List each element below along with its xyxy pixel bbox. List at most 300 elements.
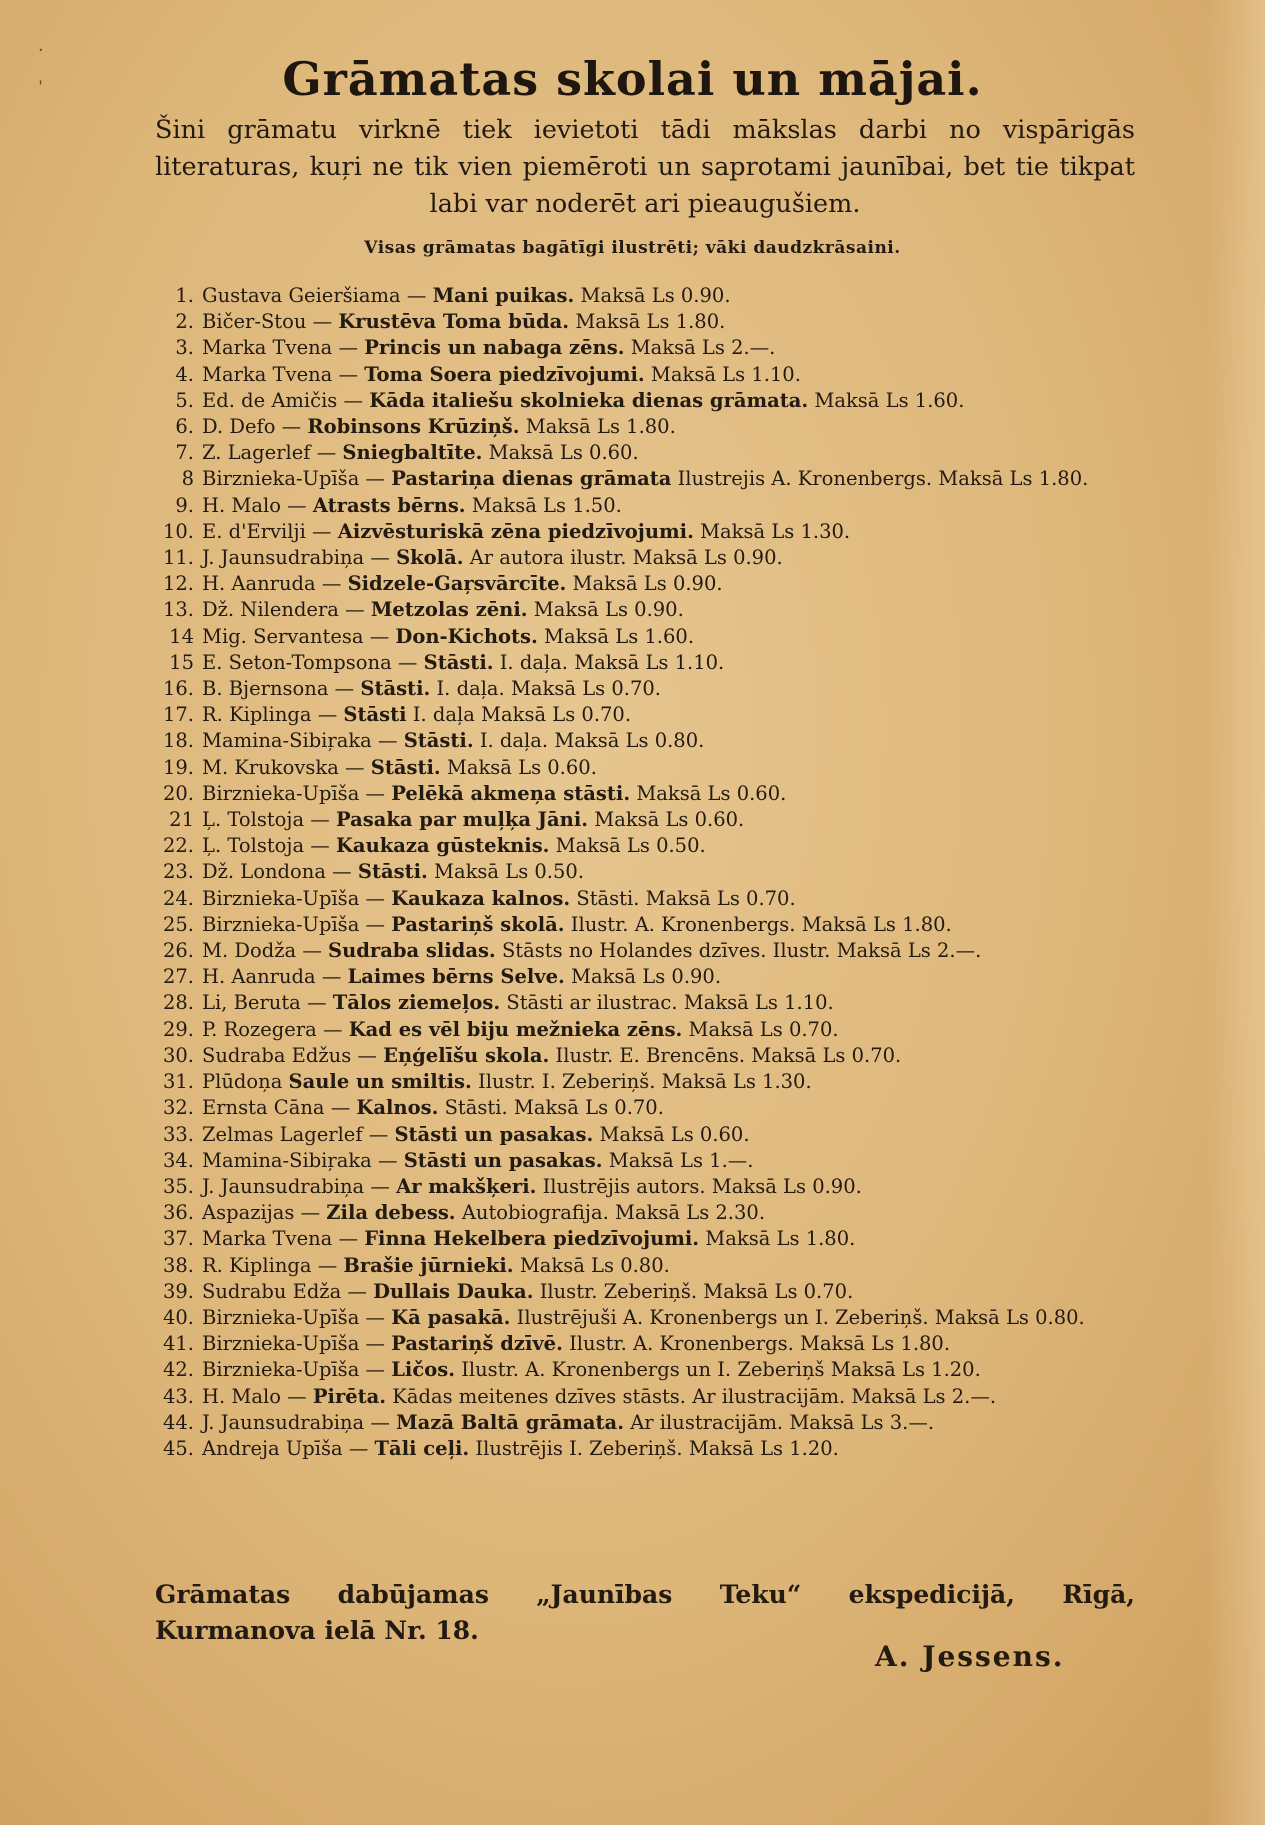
book-number: 29. (162, 1017, 194, 1041)
book-price: Maksā Ls 1.50. (471, 493, 622, 517)
book-number: 17. (162, 703, 194, 727)
book-author: Mamina-Sibiŗaka — (202, 729, 398, 753)
book-text (202, 938, 1150, 964)
book-title: Kad es vēl biju mežnieka zēns. (348, 1017, 683, 1041)
footer (155, 1577, 1135, 1649)
book-number: 22. (162, 834, 194, 858)
book-price: Maksā Ls 0.90. (711, 1174, 862, 1198)
book-number: 10. (162, 519, 194, 543)
book-author: Birznieka-Upīša — (202, 1332, 386, 1356)
book-extra: I. daļa. (499, 650, 569, 674)
book-number: 27. (162, 965, 194, 989)
book-text (202, 335, 1150, 361)
book-price: Maksā Ls 0.90. (572, 572, 723, 596)
footer-address-line1: Grāmatas dabūjamas „Jaunības Teku“ ekspedicijā, Rīgā, (155, 1580, 1135, 1609)
book-author: Birznieka-Upīša — (202, 886, 386, 910)
book-title: Don-Kichots. (395, 624, 538, 648)
book-entry (150, 755, 1150, 781)
book-author: H. Aanruda — (202, 572, 342, 596)
book-number: 37. (162, 1227, 194, 1251)
book-price: Maksā Ls 1.80. (800, 1332, 951, 1356)
book-text (202, 1122, 1150, 1148)
book-number: 42. (162, 1358, 194, 1382)
book-entry (150, 388, 1150, 414)
book-number: 41. (162, 1332, 194, 1356)
book-title: Aizvēsturiskā zēna piedzīvojumi. (337, 519, 694, 543)
book-author: Birznieka-Upīša — (202, 912, 386, 936)
book-entry (150, 440, 1150, 466)
book-price: Maksā Ls 0.60. (594, 808, 745, 832)
book-entry (150, 912, 1150, 938)
book-number: 25. (162, 912, 194, 936)
book-text (202, 466, 1150, 492)
book-title: Sudraba slidas. (328, 939, 496, 963)
book-extra: Ilustr. A. Kronenbergs. (570, 912, 796, 936)
illustrated-note: Visas grāmatas bagātīgi ilustrēti; vāki daudzkrāsaini. (364, 238, 901, 258)
book-price: Maksā Ls 1.80. (801, 912, 952, 936)
book-entry (150, 728, 1150, 754)
book-price: Maksā Ls 0.90. (571, 965, 722, 989)
book-number: 40. (162, 1305, 194, 1329)
book-price: Maksā Ls 0.80. (519, 1253, 670, 1277)
book-price: Maksā Ls 2.—. (836, 939, 982, 963)
book-price: Maksā Ls 0.60. (599, 1122, 750, 1146)
book-author: Ernsta Cāna — (202, 1096, 351, 1120)
book-entry (150, 466, 1150, 492)
book-text (202, 781, 1150, 807)
book-title: Stāsti. (357, 860, 428, 884)
book-extra: Stāsti. (576, 886, 640, 910)
book-number: 20. (162, 781, 194, 805)
book-extra: Ilustr. Zeberiņš. (539, 1279, 698, 1303)
book-text (202, 493, 1150, 519)
book-number: 15 (169, 650, 194, 674)
book-number: 11. (162, 546, 194, 570)
book-author: B. Bjernsona — (202, 677, 355, 701)
book-author: Birznieka-Upīša — (202, 1358, 386, 1382)
book-text (202, 1174, 1150, 1200)
book-text (202, 807, 1150, 833)
book-number: 33. (162, 1122, 194, 1146)
book-number: 36. (162, 1201, 194, 1225)
book-number: 1. (175, 284, 194, 307)
book-number: 24. (162, 886, 194, 910)
book-title: Kalnos. (356, 1096, 439, 1120)
book-extra: Stāsts no Holandes dzīves. Ilustr. (501, 939, 831, 963)
book-text (202, 1357, 1150, 1383)
book-author: Birznieka-Upīša — (202, 1305, 386, 1329)
book-author: Birznieka-Upīša — (202, 781, 386, 805)
book-entry (150, 650, 1150, 676)
book-title: Ar makšķeri. (396, 1174, 537, 1198)
book-text (202, 1436, 1150, 1462)
book-number: 14 (169, 624, 194, 648)
book-author: R. Kiplinga — (202, 703, 338, 727)
book-entry (150, 1331, 1150, 1357)
book-title: Princis un nabaga zēns. (364, 336, 625, 360)
book-number: 31. (162, 1070, 194, 1094)
book-price: Maksā Ls 1.60. (814, 388, 965, 412)
book-extra: Ilustrejis A. Kronenbergs. (677, 467, 933, 491)
book-title: Tāli ceļi. (374, 1436, 470, 1460)
book-author: Sudrabu Edža — (202, 1279, 367, 1303)
book-author: Ļ. Tolstoja — (202, 808, 330, 832)
book-author: Mamina-Sibiŗaka — (202, 1148, 398, 1172)
book-author: J. Jaunsudrabiņa — (202, 1410, 390, 1434)
book-title: Pasaka par muļķa Jāni. (335, 808, 589, 832)
book-text (202, 728, 1150, 754)
book-price: Maksā Ls 1.80. (525, 415, 676, 439)
book-title: Pelēkā akmeņa stāsti. (391, 781, 631, 805)
book-text (202, 1226, 1150, 1252)
book-price: Maksā Ls 2.30. (615, 1201, 766, 1225)
book-entry (150, 1148, 1150, 1174)
book-title: Skolā. (396, 546, 464, 570)
book-extra: Ilustrējis I. Zeberiņš. (475, 1436, 683, 1460)
book-entry (150, 1226, 1150, 1252)
book-text (202, 886, 1150, 912)
book-number: 7. (175, 441, 194, 465)
book-number: 35. (162, 1174, 194, 1198)
book-number: 34. (162, 1148, 194, 1172)
book-entry (150, 833, 1150, 859)
book-extra: Ilustrējuši A. Kronenbergs un I. Zeberiņš. (516, 1305, 929, 1329)
book-number: 38. (162, 1253, 194, 1277)
book-entry (150, 1095, 1150, 1121)
book-entry (150, 990, 1150, 1016)
book-price: Maksā Ls 0.60. (488, 441, 639, 465)
book-text (202, 545, 1150, 571)
book-author: Ed. de Amičis — (202, 388, 364, 412)
book-extra: Autobiografija. (461, 1201, 609, 1225)
book-text (202, 388, 1150, 414)
book-entry (150, 493, 1150, 519)
page-edge (1205, 0, 1265, 1825)
book-price: Maksā Ls 1.20. (688, 1436, 839, 1460)
book-title: Dullais Dauka. (373, 1279, 534, 1303)
book-title: Pastariņš dzīvē. (391, 1332, 563, 1356)
book-price: Maksā Ls 1.10. (683, 991, 834, 1015)
book-number: 13. (162, 598, 194, 622)
book-entry (150, 1069, 1150, 1095)
book-price: Maksā Ls 0.80. (934, 1305, 1085, 1329)
book-price: Maksā Ls 0.70. (688, 1017, 839, 1041)
book-entry (150, 545, 1150, 571)
book-author: H. Malo — (202, 1384, 307, 1408)
book-entry (150, 1410, 1150, 1436)
book-entry (150, 1017, 1150, 1043)
book-text (202, 1200, 1150, 1226)
book-title: Mani puikas. (432, 284, 575, 307)
book-text (202, 362, 1150, 388)
book-text (202, 702, 1150, 728)
book-text (202, 859, 1150, 885)
book-author: H. Malo — (202, 493, 307, 517)
book-text (202, 414, 1150, 440)
book-text (202, 1279, 1150, 1305)
book-author: R. Kiplinga — (202, 1253, 338, 1277)
book-title: Toma Soera piedzīvojumi. (364, 362, 645, 386)
book-title: Atrasts bērns. (312, 493, 466, 517)
book-title: Kaukaza kalnos. (391, 886, 571, 910)
book-title: Zila debess. (326, 1201, 456, 1225)
book-title: Metzolas zēni. (370, 598, 528, 622)
book-author: Aspazijas — (202, 1201, 321, 1225)
book-entry (150, 414, 1150, 440)
book-price: Maksā Ls 0.70. (510, 677, 661, 701)
book-entry (150, 597, 1150, 623)
book-title: Stāsti un pasakas. (403, 1148, 603, 1172)
book-title: Stāsti. (423, 650, 494, 674)
margin-mark: · (38, 40, 44, 61)
book-text (202, 597, 1150, 623)
book-number: 2. (175, 310, 194, 334)
book-entry (150, 1279, 1150, 1305)
book-entry (150, 1357, 1150, 1383)
book-author: Marka Tvena — (202, 362, 358, 386)
book-number: 19. (162, 755, 194, 779)
book-author: Bičer-Stou — (202, 310, 333, 334)
book-extra: Ilustr. I. Zeberiņš. (478, 1070, 656, 1094)
book-text (202, 624, 1150, 650)
book-number: 9. (175, 493, 194, 517)
book-author: E. Seton-Tompsona — (202, 650, 418, 674)
book-entry (150, 702, 1150, 728)
book-entry (150, 938, 1150, 964)
book-number: 16. (162, 677, 194, 701)
book-number: 44. (162, 1410, 194, 1434)
book-title: Stāsti un pasakas. (394, 1122, 594, 1146)
book-number: 4. (175, 362, 194, 386)
book-price: Maksā Ls 1.10. (574, 650, 725, 674)
publisher-signature: A. Jessens. (875, 1640, 1065, 1673)
book-author: D. Defo — (202, 415, 302, 439)
book-author: Gustava Geieršiama — (202, 284, 427, 307)
book-title: Laimes bērns Selve. (347, 965, 565, 989)
intro-paragraph: Šini grāmatu virknē tiek ievietoti tādi mākslas darbi no vispārigās literaturas, kuŗi ne tik vien piemēroti un saprotami jaunībai, bet tie tikpat labi var noderēt ari pieaugušiem. (155, 115, 1135, 219)
book-author: Marka Tvena — (202, 336, 358, 360)
book-entry (150, 964, 1150, 990)
book-entry (150, 571, 1150, 597)
book-entry (150, 519, 1150, 545)
book-author: P. Rozegera — (202, 1017, 343, 1041)
book-entry (150, 624, 1150, 650)
book-text (202, 440, 1150, 466)
book-author: M. Dodža — (202, 939, 322, 963)
book-extra: Ar autora ilustr. (469, 546, 627, 570)
book-author: Zelmas Lagerlef — (202, 1122, 389, 1146)
book-price: Maksā Ls 1.30. (661, 1070, 812, 1094)
book-text (202, 676, 1150, 702)
book-title: Krustēva Toma būda. (338, 310, 570, 334)
book-title: Ličos. (391, 1358, 455, 1382)
page-title: Grāmatas skolai un mājai. (282, 52, 983, 106)
book-price: Maksā Ls 1.—. (608, 1148, 754, 1172)
book-number: 12. (162, 572, 194, 596)
book-price: Maksā Ls 0.70. (481, 703, 632, 727)
book-text (202, 650, 1150, 676)
book-entry (150, 859, 1150, 885)
book-number: 39. (162, 1279, 194, 1303)
book-price: Maksā Ls 0.50. (434, 860, 585, 884)
book-entry (150, 309, 1150, 335)
book-number: 8 (181, 467, 194, 491)
book-text (202, 1017, 1150, 1043)
book-entry (150, 886, 1150, 912)
book-number: 32. (162, 1096, 194, 1120)
book-extra: Stāsti ar ilustrac. (506, 991, 678, 1015)
book-title: Stāsti. (403, 729, 474, 753)
book-entry (150, 1384, 1150, 1410)
book-title: Sidzele-Gaŗsvārcīte. (347, 572, 567, 596)
book-author: Z. Lagerlef — (202, 441, 337, 465)
book-extra: Ilustr. A. Kronenbergs. (569, 1332, 794, 1356)
book-number: 23. (162, 860, 194, 884)
book-price: Maksā Ls 0.60. (446, 755, 597, 779)
book-title: Kāda italiešu skolnieka dienas grāmata. (369, 388, 809, 412)
book-price: Maksā Ls 1.80. (575, 310, 726, 334)
book-text (202, 283, 1150, 309)
book-extra: Kādas meitenes dzīves stāsts. Ar ilustracijām. (392, 1384, 846, 1408)
book-title: Stāsti. (370, 755, 441, 779)
book-text (202, 571, 1150, 597)
book-author: Plūdoņa (202, 1070, 283, 1094)
book-title: Pastariņš skolā. (391, 912, 565, 936)
book-price: Maksā Ls 1.60. (544, 624, 695, 648)
book-price: Maksā Ls 0.70. (703, 1279, 854, 1303)
book-entry (150, 1174, 1150, 1200)
book-entry (150, 1200, 1150, 1226)
book-price: Maksā Ls 0.50. (555, 834, 706, 858)
book-number: 28. (162, 991, 194, 1015)
book-number: 21 (169, 808, 194, 832)
book-entry (150, 362, 1150, 388)
book-author: J. Jaunsudrabiņa — (202, 1174, 390, 1198)
book-price: Maksā Ls 0.70. (751, 1043, 902, 1067)
book-number: 6. (175, 415, 194, 439)
book-price: Maksā Ls 0.70. (645, 886, 796, 910)
book-title: Mazā Baltā grāmata. (396, 1410, 624, 1434)
book-entry (150, 335, 1150, 361)
book-entry (150, 807, 1150, 833)
book-extra: Ar ilustracijām. (630, 1410, 784, 1434)
book-text (202, 1305, 1150, 1331)
book-text (202, 309, 1150, 335)
book-extra: Ilustr. A. Kronenbergs un I. Zeberiņš (461, 1358, 825, 1382)
book-title: Robinsons Krūziņš. (307, 415, 520, 439)
book-author: Dž. Nilendera — (202, 598, 365, 622)
book-entry (150, 1305, 1150, 1331)
book-number: 5. (175, 388, 194, 412)
book-extra: Ilustrējis autors. (542, 1174, 706, 1198)
book-text (202, 1410, 1150, 1436)
book-entry (150, 1043, 1150, 1069)
book-title: Pirēta. (312, 1384, 387, 1408)
book-author: Sudraba Edžus — (202, 1043, 377, 1067)
book-text (202, 1384, 1150, 1410)
book-extra: Stāsti. (444, 1096, 508, 1120)
book-entry (150, 676, 1150, 702)
book-price: Maksā Ls 0.90. (580, 284, 731, 307)
book-price: Maksā Ls 2.—. (630, 336, 776, 360)
book-author: Mig. Servantesa — (202, 624, 390, 648)
book-number: 3. (175, 336, 194, 360)
book-price: Maksā Ls 1.10. (650, 362, 801, 386)
book-price: Maksā Ls 1.80. (938, 467, 1089, 491)
margin-mark: ˈ (38, 78, 43, 99)
book-price: Maksā Ls 3.—. (789, 1410, 935, 1434)
book-title: Saule un smiltis. (288, 1070, 472, 1094)
book-text (202, 1148, 1150, 1174)
book-title: Kaukaza gūsteknis. (335, 834, 550, 858)
book-price: Maksā Ls 0.70. (513, 1096, 664, 1120)
book-author: Li, Beruta — (202, 991, 327, 1015)
book-extra: I. daļa. (436, 677, 505, 701)
book-entry (150, 1436, 1150, 1462)
book-author: M. Krukovska — (202, 755, 365, 779)
book-number: 26. (162, 939, 194, 963)
book-text (202, 1069, 1150, 1095)
book-text (202, 519, 1150, 545)
book-entry (150, 283, 1150, 309)
book-price: Maksā Ls 2.—. (851, 1384, 997, 1408)
book-text (202, 1253, 1150, 1279)
book-text (202, 1043, 1150, 1069)
book-title: Tālos ziemeļos. (332, 991, 501, 1015)
book-title: Stāsti (343, 703, 407, 727)
book-author: H. Aanruda — (202, 965, 342, 989)
book-entry (150, 1253, 1150, 1279)
book-author: Dž. Londona — (202, 860, 352, 884)
book-title: Stāsti. (360, 677, 431, 701)
book-text (202, 964, 1150, 990)
book-author: J. Jaunsudrabiņa — (202, 546, 390, 570)
book-title: Brašie jūrnieki. (343, 1253, 514, 1277)
book-text (202, 990, 1150, 1016)
book-author: Marka Tvena — (202, 1227, 358, 1251)
book-author: Ļ. Tolstoja — (202, 834, 330, 858)
book-author: Birznieka-Upīša — (202, 467, 386, 491)
book-text (202, 912, 1150, 938)
book-entry (150, 781, 1150, 807)
book-text (202, 1331, 1150, 1357)
book-title: Pastariņa dienas grāmata (391, 467, 672, 491)
book-price: Maksā Ls 0.90. (533, 598, 684, 622)
book-extra: I. daļa. (479, 729, 549, 753)
book-price: Maksā Ls 1.80. (705, 1227, 856, 1251)
book-extra: Ilustr. E. Brencēns. (555, 1043, 746, 1067)
book-text (202, 1095, 1150, 1121)
book-price: Maksā Ls 0.80. (554, 729, 705, 753)
book-entry (150, 1122, 1150, 1148)
book-text (202, 755, 1150, 781)
book-number: 43. (162, 1384, 194, 1408)
book-text (202, 833, 1150, 859)
book-price: Maksā Ls 0.60. (636, 781, 787, 805)
book-price: Maksā Ls 1.30. (700, 519, 851, 543)
book-number: 45. (162, 1436, 194, 1460)
footer-address-line2: Kurmanova ielā Nr. 18. (155, 1616, 479, 1645)
book-title: Kā pasakā. (391, 1305, 511, 1329)
book-number: 30. (162, 1043, 194, 1067)
book-price: Maksā Ls 0.90. (632, 546, 783, 570)
book-price: Maksā Ls 1.20. (830, 1358, 981, 1382)
book-title: Finna Hekelbera piedzīvojumi. (364, 1227, 700, 1251)
book-extra: I. daļa (412, 703, 475, 727)
book-title: Sniegbaltīte. (342, 441, 483, 465)
book-author: E. d'Ervilji — (202, 519, 332, 543)
book-list (150, 283, 1150, 1462)
